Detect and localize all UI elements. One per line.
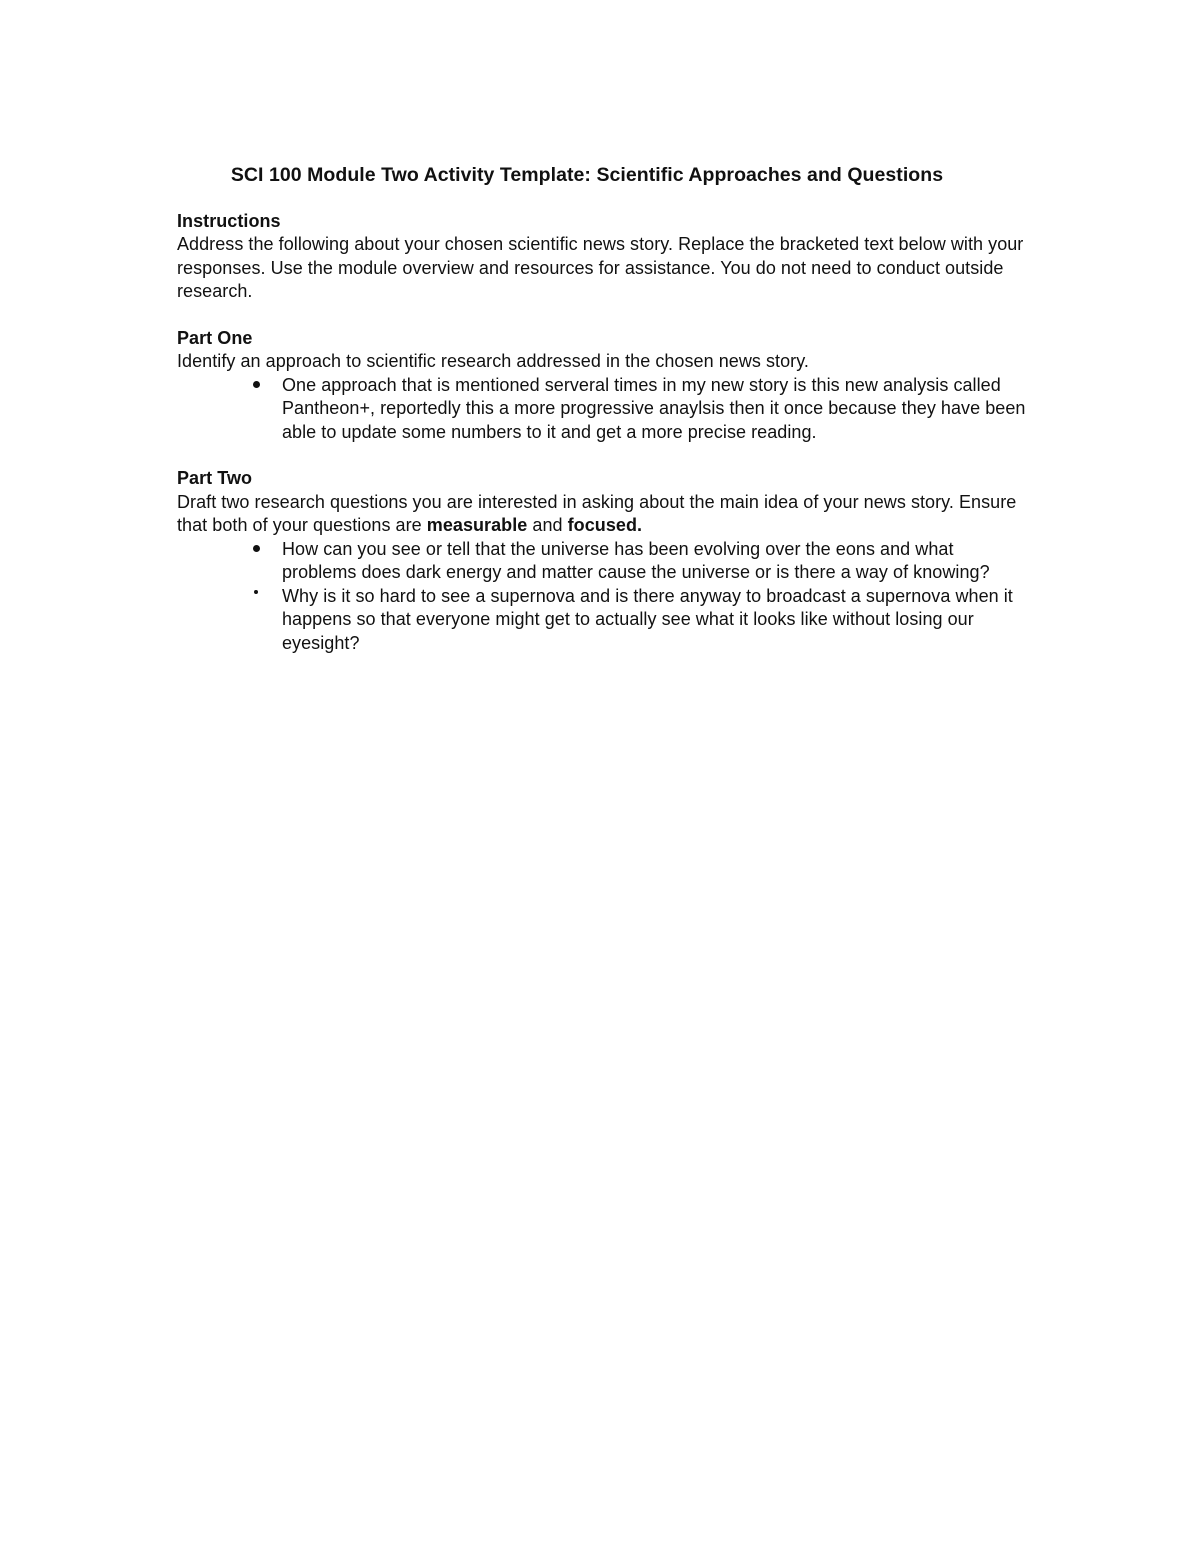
part-two-question-1: How can you see or tell that the universe has been evolving over the eons and what problems does dark energy and matter cause the universe or is there a way of knowing? bbox=[282, 538, 990, 582]
part-two-prompt-emphasis-measurable: measurable bbox=[426, 515, 528, 535]
instructions-section bbox=[177, 210, 1027, 304]
instructions-text: Address the following about your chosen scientific news story. Replace the bracketed text below with your responses. Use the module overview and resources for assistance. You do not need to conduct outside research. bbox=[177, 234, 1024, 301]
part-two-prompt bbox=[177, 491, 1027, 538]
part-one-bullet-list bbox=[177, 374, 1027, 445]
part-two-prompt-and: and bbox=[527, 515, 568, 535]
part-one-heading: Part One bbox=[177, 327, 253, 348]
part-one-section bbox=[177, 327, 1027, 445]
document-title: SCI 100 Module Two Activity Template: Scientific Approaches and Questions bbox=[230, 164, 944, 186]
small-bullet-icon bbox=[246, 585, 266, 609]
part-two-question-2: Why is it so hard to see a supernova and is there anyway to broadcast a supernova when it happens so that everyone might get to actually see what it looks like without losing our eyesight? bbox=[282, 585, 1013, 653]
part-two-section bbox=[177, 467, 1027, 655]
part-one-response: One approach that is mentioned serveral times in my new story is this new analysis called Pantheon+, reportedly this a more progressive anaylsis then it once because they have been able to update some numbers to it and get a more precise reading. bbox=[282, 374, 1026, 442]
part-two-heading: Part Two bbox=[177, 468, 253, 488]
part-two-bullet-list bbox=[177, 538, 1027, 656]
list-item bbox=[282, 585, 1027, 656]
bullet-icon bbox=[246, 374, 266, 398]
bullet-icon bbox=[246, 538, 266, 562]
list-item bbox=[282, 538, 1027, 585]
document-body bbox=[177, 164, 1027, 678]
list-item bbox=[282, 374, 1027, 445]
part-two-prompt-text: Draft two research questions you are interested in asking about the main idea of your news story. Ensure that both of your questions are bbox=[177, 491, 1017, 535]
part-two-prompt-emphasis-focused: focused. bbox=[567, 515, 643, 535]
instructions-heading: Instructions bbox=[177, 210, 281, 231]
part-one-prompt: Identify an approach to scientific research addressed in the chosen news story. bbox=[177, 351, 809, 371]
